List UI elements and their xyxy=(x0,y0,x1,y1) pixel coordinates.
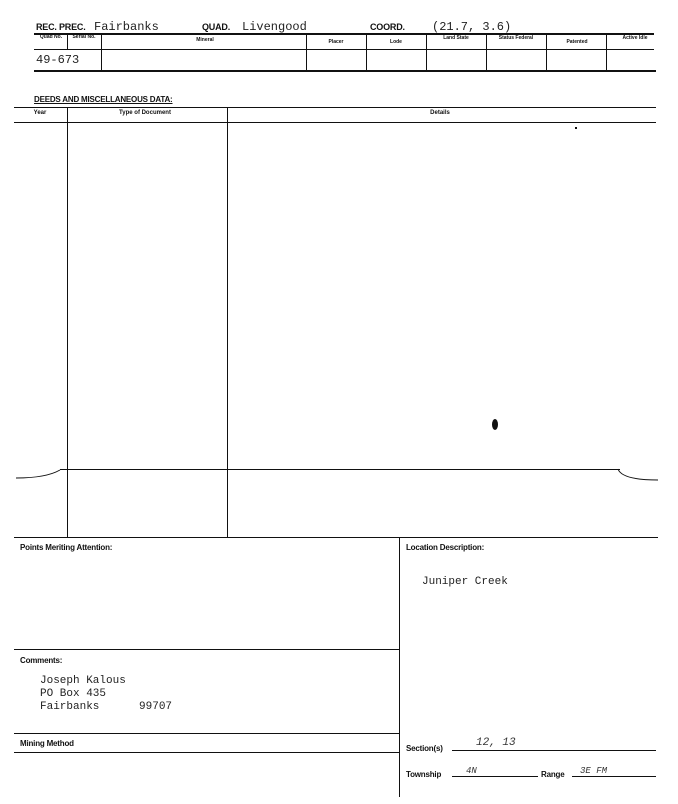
location-description-label: Location Description: xyxy=(406,543,485,552)
header-rule-top xyxy=(34,33,654,35)
sections-value: 12, 13 xyxy=(476,737,516,749)
quad-label: QUAD. xyxy=(202,22,230,32)
col-div-3 xyxy=(306,34,307,70)
col-div-2 xyxy=(101,34,102,70)
col-lode: Lode xyxy=(390,39,402,45)
col-div-4 xyxy=(366,34,367,70)
quad-serial-number: 49-673 xyxy=(36,53,80,67)
rec-prec-value: Fairbanks xyxy=(94,20,159,34)
township-label: Township xyxy=(406,770,442,779)
mining-method-rule-top xyxy=(14,733,400,734)
range-underline xyxy=(572,776,656,777)
col-patented: Patented xyxy=(566,39,588,45)
deeds-div-1 xyxy=(67,107,68,537)
deeds-col-type: Type of Document xyxy=(119,110,171,116)
col-quad-no: Quad No. xyxy=(39,34,63,40)
col-mineral: Mineral xyxy=(196,37,214,43)
range-value: 3E FM xyxy=(580,766,608,776)
coord-value: (21.7, 3.6) xyxy=(432,20,512,34)
fold-curl-left xyxy=(16,466,66,480)
comments-label: Comments: xyxy=(20,656,63,665)
mining-method-label: Mining Method xyxy=(20,739,74,748)
comments-rule xyxy=(14,649,400,650)
col-land-state: Land State xyxy=(443,35,469,41)
coord-label: COORD. xyxy=(370,22,405,32)
header-rule-bottom xyxy=(34,70,656,72)
col-div-7 xyxy=(546,34,547,70)
col-placer: Placer xyxy=(328,39,344,45)
comments-line-1: Joseph Kalous xyxy=(40,675,126,687)
fold-line xyxy=(60,469,620,470)
ink-blot xyxy=(492,419,498,430)
points-meriting-attention-label: Points Meriting Attention: xyxy=(20,543,113,552)
mining-method-rule-bottom xyxy=(14,752,400,753)
header-rule-sub xyxy=(34,49,654,50)
col-div-8 xyxy=(606,34,607,70)
location-description-value: Juniper Creek xyxy=(422,576,508,588)
sections-underline xyxy=(452,750,656,751)
col-div-1 xyxy=(67,34,68,50)
col-active-idle: Active Idle xyxy=(622,35,648,41)
speck xyxy=(575,127,577,129)
township-underline xyxy=(452,776,538,777)
range-label: Range xyxy=(541,770,565,779)
col-serial-no: Serial No. xyxy=(72,34,96,40)
comments-line-3: Fairbanks 99707 xyxy=(40,701,173,713)
deeds-section-title: DEEDS AND MISCELLANEOUS DATA: xyxy=(34,95,173,104)
col-status-federal: Status Federal xyxy=(498,35,534,41)
col-div-5 xyxy=(426,34,427,70)
sections-label: Section(s) xyxy=(406,744,443,753)
quad-value: Livengood xyxy=(242,20,307,34)
deeds-rule-top xyxy=(14,107,656,108)
comments-line-2: PO Box 435 xyxy=(40,688,107,700)
deeds-col-year: Year xyxy=(33,110,47,116)
col-div-6 xyxy=(486,34,487,70)
rec-prec-label: REC. PREC. xyxy=(36,22,86,32)
lower-rule-top xyxy=(14,537,658,538)
deeds-rule-sub xyxy=(14,122,656,123)
township-value: 4N xyxy=(466,766,477,776)
lower-center-divider xyxy=(399,537,400,797)
deeds-div-2 xyxy=(227,107,228,537)
deeds-col-details: Details xyxy=(430,110,450,116)
fold-curl-right xyxy=(616,466,660,484)
